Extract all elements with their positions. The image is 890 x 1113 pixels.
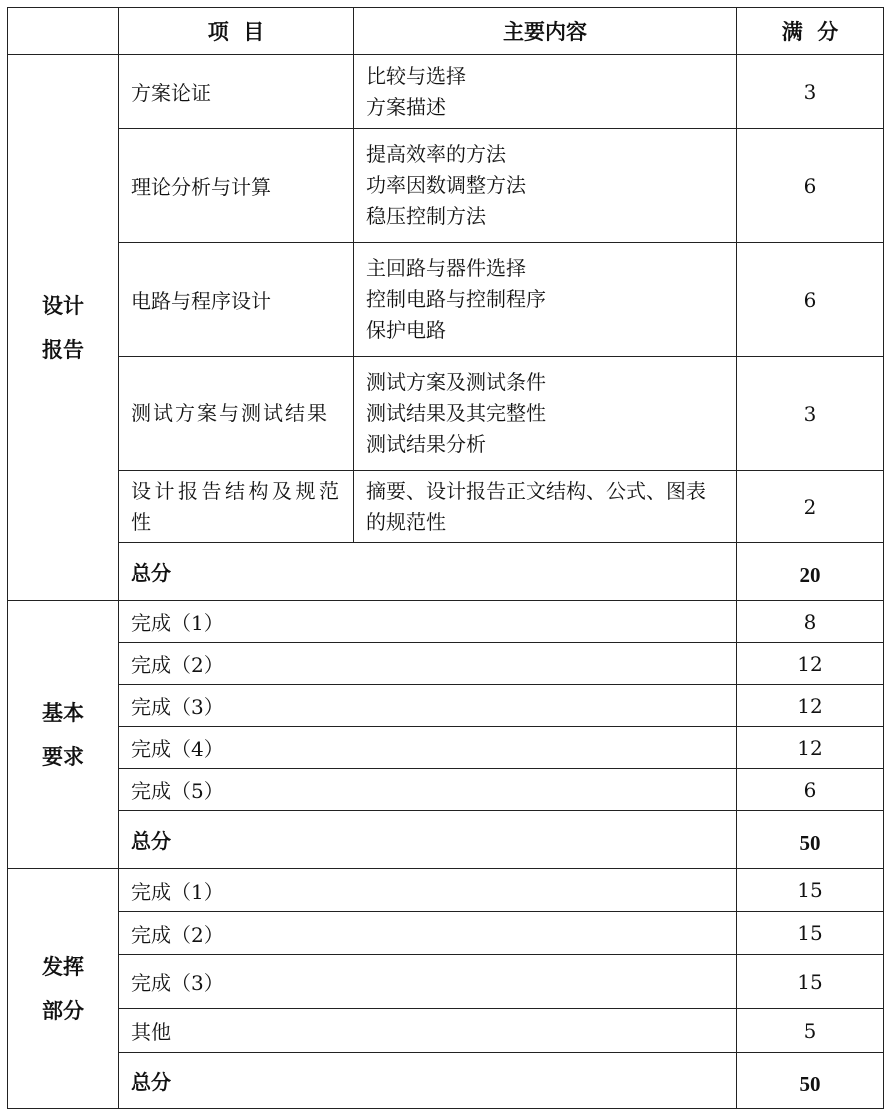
content-line: 提高效率的方法 [366, 142, 506, 166]
score-cell: 15 [737, 869, 884, 912]
item-cell: 完成（2） [119, 912, 737, 955]
content-line: 主回路与器件选择 [366, 256, 526, 280]
total-value: 20 [737, 543, 884, 601]
content-cell [354, 55, 737, 129]
content-cell [354, 129, 737, 243]
table-row [8, 1009, 884, 1053]
content-line: 比较与选择 [366, 63, 466, 88]
header-score: 满 分 [737, 8, 884, 55]
score-cell: 6 [737, 769, 884, 811]
category-extended-part [8, 869, 119, 1109]
content-cell: 摘要、设计报告正文结构、公式、图表的规范性 [354, 471, 737, 543]
total-label: 总分 [119, 1053, 737, 1109]
score-cell: 15 [737, 912, 884, 955]
header-content: 主要内容 [354, 8, 737, 55]
score-cell: 8 [737, 601, 884, 643]
content-cell [354, 357, 737, 471]
table-row [8, 357, 884, 471]
total-value: 50 [737, 1053, 884, 1109]
item-cell: 完成（3） [119, 955, 737, 1009]
content-line: 测试方案及测试条件 [366, 370, 546, 394]
item-cell: 理论分析与计算 [119, 129, 354, 243]
table-row [8, 685, 884, 727]
category-line: 部分 [42, 997, 84, 1023]
score-cell: 6 [737, 129, 884, 243]
table-row [8, 769, 884, 811]
table-row [8, 129, 884, 243]
item-cell: 完成（5） [119, 769, 737, 811]
table-row [8, 243, 884, 357]
category-design-report [8, 55, 119, 601]
header-blank [8, 8, 119, 55]
total-row [8, 543, 884, 601]
content-line: 测试结果分析 [366, 432, 486, 456]
score-cell: 3 [737, 55, 884, 129]
total-row [8, 811, 884, 869]
item-cell: 完成（4） [119, 727, 737, 769]
content-line: 稳压控制方法 [366, 204, 486, 228]
category-line: 要求 [42, 743, 84, 769]
content-line: 测试结果及其完整性 [366, 401, 546, 425]
score-cell: 12 [737, 685, 884, 727]
category-line: 发挥 [42, 953, 84, 979]
score-cell: 2 [737, 471, 884, 543]
table-row [8, 727, 884, 769]
table-row [8, 869, 884, 912]
category-line: 设计 [42, 292, 84, 318]
item-cell: 其他 [119, 1009, 737, 1053]
header-item: 项 目 [119, 8, 354, 55]
item-cell: 测试方案与测试结果 [119, 357, 354, 471]
total-label: 总分 [119, 811, 737, 869]
content-cell [354, 243, 737, 357]
total-label: 总分 [119, 543, 737, 601]
score-cell: 3 [737, 357, 884, 471]
score-cell: 6 [737, 243, 884, 357]
item-cell: 完成（3） [119, 685, 737, 727]
score-table [7, 7, 884, 1109]
content-line: 控制电路与控制程序 [366, 287, 546, 311]
table-row [8, 601, 884, 643]
content-line: 保护电路 [366, 318, 446, 342]
table-row [8, 955, 884, 1009]
score-cell: 12 [737, 727, 884, 769]
header-row [8, 8, 884, 55]
content-line: 功率因数调整方法 [366, 173, 526, 197]
total-value: 50 [737, 811, 884, 869]
total-row [8, 1053, 884, 1109]
table-row [8, 55, 884, 129]
table-row [8, 471, 884, 543]
item-cell: 电路与程序设计 [119, 243, 354, 357]
table-row [8, 643, 884, 685]
item-cell: 完成（1） [119, 601, 737, 643]
table-row [8, 912, 884, 955]
score-cell: 15 [737, 955, 884, 1009]
item-cell: 方案论证 [119, 55, 354, 129]
item-cell: 完成（2） [119, 643, 737, 685]
category-basic-requirements [8, 601, 119, 869]
score-cell: 12 [737, 643, 884, 685]
item-cell: 设计报告结构及规范性 [119, 471, 354, 543]
score-cell: 5 [737, 1009, 884, 1053]
item-cell: 完成（1） [119, 869, 737, 912]
category-line: 基本 [42, 699, 84, 725]
category-line: 报告 [42, 336, 84, 362]
content-line: 方案描述 [366, 94, 446, 119]
